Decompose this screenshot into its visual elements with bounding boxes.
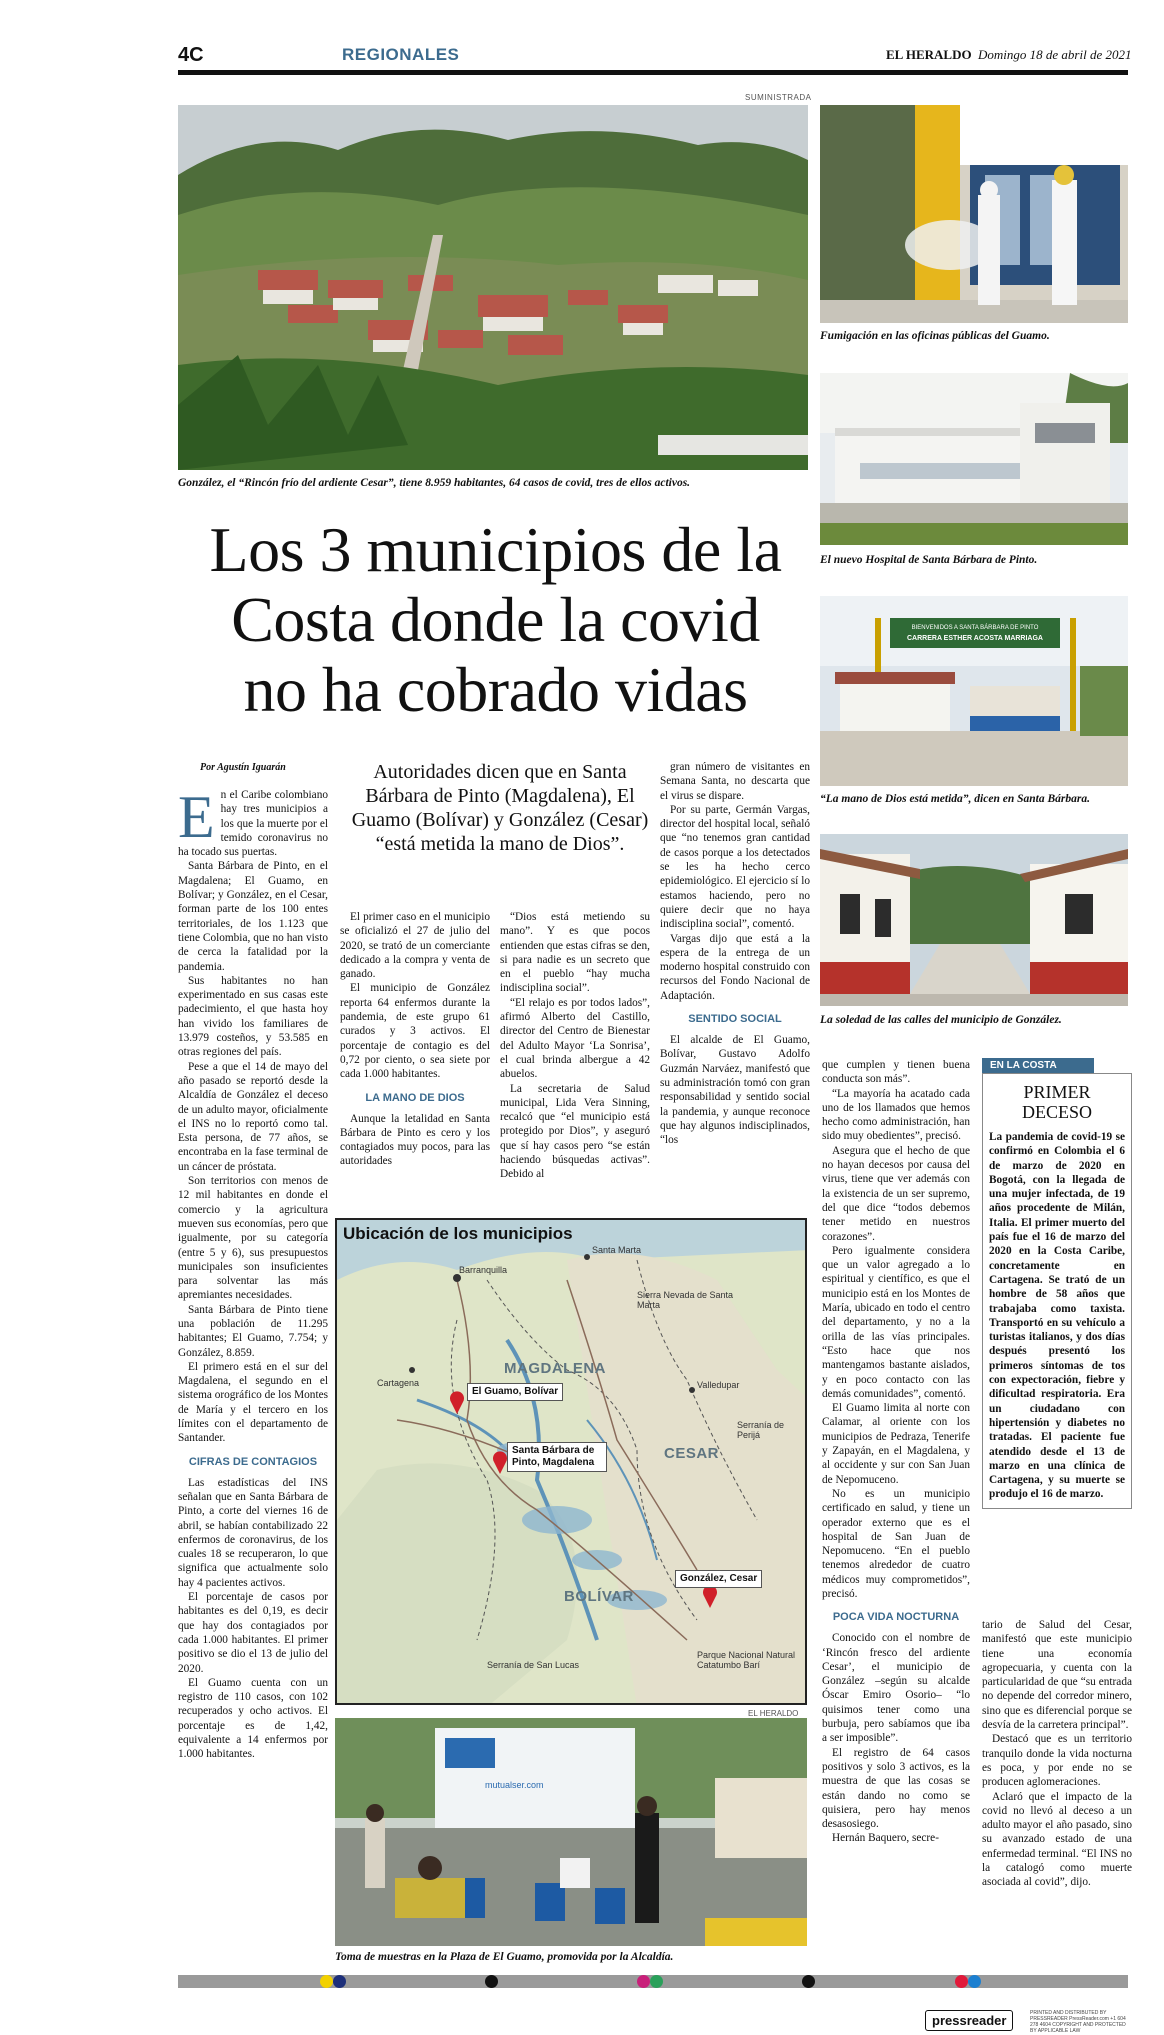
section-name: REGIONALES: [342, 45, 460, 64]
fumigation-caption: Fumigación en las oficinas públicas del Guamo.: [820, 330, 1050, 342]
photo-credit: SUMINISTRADA: [745, 93, 812, 102]
article-column-4: gran número de visitantes en Semana Santa, no descarta que el virus se dispare. Por su parte, Germán Vargas, director del hospital local, señaló que “no tenemos gran cantidad de casos porque a los detectados se les ha hecho cerco epidemiológico. El ejercicio sí lo estamos haciendo, pero no quiere decir que no haya indisciplina social”, comentó. Vargas dijo que está a la espera de la entrega de un moderno hospital construido con recursos del Fondo Nacional de Adaptación. SENTIDO SOCIAL El alcalde de El Guamo, Bolívar, Gustavo Adolfo Guzmán Narváez, manifestó que su administración tomó con gran responsabilidad y sentido social la pandemia, y aunque reconoce que hay algunos indisciplinados, “los: [660, 761, 810, 1147]
page-number: 4C: [178, 44, 204, 66]
hospital-photo: [820, 373, 1128, 545]
map-region-magdalena: MAGDALENA: [504, 1360, 606, 1377]
sidebar-primer-deceso: [982, 1058, 1132, 1501]
main-photo: [178, 105, 808, 470]
byline: Por Agustín Iguarán: [200, 762, 286, 773]
map-title: Ubicación de los municipios: [343, 1224, 573, 1243]
map-city-santa-marta: Santa Marta: [592, 1245, 642, 1255]
map-city-valledupar: Valledupar: [697, 1380, 740, 1390]
map-city-barranquilla: Barranquilla: [459, 1265, 508, 1275]
article-headline: Los 3 municipios de la Costa donde la covid no ha cobrado vidas: [209, 514, 782, 725]
color-dot-red: [955, 1975, 968, 1988]
santa-barbara-photo: [820, 596, 1128, 786]
map-label-santa-barbara: Santa Bárbara de Pinto, Magdalena: [507, 1442, 607, 1472]
color-dot-black: [485, 1975, 498, 1988]
pressreader-logo[interactable]: pressreader: [925, 2010, 1013, 2031]
map-label-gonzalez: González, Cesar: [675, 1570, 762, 1588]
article-column-3: “Dios está metiendo su mano”. Y es que pocos entienden que estas cifras se den, si para nadie es un secreto que en el pueblo “hay mucha indisciplina social”. “El relajo es por todos lados”, afirmó Alberto del Castillo, director del Centro de Bienestar del Adulto Mayor ‘La Sonrisa’, el cual brinda albergue a 42 abuelos. La secretaria de Salud municipal, Lida Vera Sinning, recalcó que “el municipio está protegido por Dios”, y aseguró que sí hay casos pero “se están haciendo búsquedas activas”. Debido al: [500, 911, 650, 1181]
testing-photo: [335, 1718, 807, 1946]
color-dot-yellow: [320, 1975, 333, 1988]
map-city-perija: Serranía de Perijá: [737, 1420, 785, 1440]
edition-date: Domingo 18 de abril de 2021: [978, 47, 1132, 62]
color-dot-black-2: [802, 1975, 815, 1988]
article-column-1: E n el Caribe colombiano hay tres municipios a los que la muerte por el temido coronavirus no ha tocado sus puertas. Santa Bárbara de Pinto, en el Magdalena; El Guamo, en Bolívar; y González, en el Cesar, forman parte de los 100 entes territoriales, de los 1.123 que tiene Colombia, que no han visto de cerca la fatalidad por la pandemia. Sus habitantes no han experimentado en sus casas este padecimiento, el que hasta hoy han vivido los familiares de 13.979 costeños, y 53.585 en otras regiones del país. Pese a que el 14 de mayo del año pasado se reportó desde la Alcaldía de González el deceso de un adulto mayor, oficialmente el INS no lo reportó como tal. Esta persona, de 77 años, se encontraba en la fase terminal de un cáncer de próstata. Son territorios con menos de 12 mil habitantes en donde el comercio y la agricultura mueven sus economías, pero que igualmente, por su categoría (entre 5 y 6), sus presupuestos municipales son insuficientes para solventar las más apremiantes necesidades. Santa Bárbara de Pinto tiene una población de 11.295 habitantes; El Guamo, 7.754; y González, 8.859. El primero está en el sur del Magdalena, el segundo en el sistema orográfico de los Montes de María y el tercero en los límites con el departamento de Santander. CIFRAS DE CONTAGIOS Las estadísticas del INS señalan que en Santa Bárbara de Pinto, a corte del viernes 16 de abril, se habían contabilizado 22 enfermos de coronavirus, de los cuales 18 se recuperaron, lo que significa que actualmente solo hay 4 pacientes activos. El porcentaje de casos por habitantes es del 0,19, es decir que hay dos contagiados por cada 1.000 habitantes. El primer positivo se dio el 13 de julio del 2020. El Guamo cuenta con un registro de 110 casos, con 102 recuperados y ocho activos. El porcentaje es de 1,42, equivalente a 14 enfermos por 1.000 habitantes.: [178, 788, 328, 1761]
main-photo-caption: González, el “Rincón frío del ardiente Cesar”, tiene 8.959 habitantes, 64 casos de covid, tres de ellos activos.: [178, 477, 691, 489]
gonzalez-street-photo: [820, 834, 1128, 1006]
map-city-san-lucas: Serranía de San Lucas: [487, 1660, 580, 1670]
svg-text:BIENVENIDOS A SANTA BÁRBARA DE: BIENVENIDOS A SANTA BÁRBARA DE PINTO: [911, 625, 1039, 631]
article-column-2: El primer caso en el municipio se oficializó el 27 de julio del 2020, se trató de un comerciante dedicado a la compra y venta de ganado. El municipio de González reporta 64 enfermos durante la pandemia, de este grupo 61 curados y 3 activos. El porcentaje de contagio es del 0,72 por ciento, o sea siete por cada 1.000 habitantes. LA MANO DE DIOS Aunque la letalidad en Santa Bárbara de Pinto es cero y los contagiados muy pocos, para las autoridades: [340, 911, 490, 1168]
color-dot-magenta: [637, 1975, 650, 1988]
map-region-bolivar: BOLÍVAR: [564, 1588, 634, 1605]
santa-barbara-caption: “La mano de Dios está metida”, dicen en Santa Bárbara.: [820, 793, 1090, 805]
map-region-cesar: CESAR: [664, 1445, 720, 1462]
fumigation-photo: [820, 105, 1128, 323]
drop-cap: E: [178, 788, 215, 850]
map-city-sierra-nevada: Sierra Nevada de Santa Marta: [637, 1290, 734, 1310]
subhead-cifras: CIFRAS DE CONTAGIOS: [188, 1455, 318, 1468]
testing-caption: Toma de muestras en la Plaza de El Guamo, promovida por la Alcaldía.: [335, 1951, 674, 1963]
subhead-vida-nocturna: POCA VIDA NOCTURNA: [832, 1611, 960, 1624]
subhead-sentido-social: SENTIDO SOCIAL: [688, 1013, 782, 1026]
sidebar-tag: EN LA COSTA: [982, 1058, 1094, 1073]
color-dot-green: [650, 1975, 663, 1988]
article-column-5: que cumplen y tienen buena conducta son más”. “La mayoría ha acatado cada uno de los llamados que hemos hecho como administración, han sido muy obedientes”, precisó. Asegura que el hecho de que no hayan decesos por causa del virus, tiene que ver además con la existencia de un ser supremo, del que dice “todos debemos tener metido en nuestros corazones”. Pero igualmente considera que un valor agregado a lo espiritual y científico, es que el municipio está en los Montes de María, ubicado en todo el centro del departamento, y no a la orilla de las vías principales. “Esto hace que nos mantengamos bastante aislados, y en poco contacto con las demás comunidades”, comentó. El Guamo limita al norte con Calamar, al oriente con los municipios de Pedraza, Tenerife y Zapayán, en el Magdalena, y al occidente y sur con San Juan de Nepomuceno. No es un municipio certificado en salud, y tiene un operador externo que es el hospital de San Juan de Nepomuceno. “En el pueblo tenemos alrededor de cuatro médicos muy comprometidos”, precisó. POCA VIDA NOCTURNA Conocido con el nombre de ‘Rincón fresco del ardiente Cesar’, el municipio de González –según su alcalde Óscar Emiro Osorio– “lo quisimos tener como una burbuja, pero sabíamos que iba a ser imposible”. El registro de 64 casos positivos y solo 3 activos, es la muestra de que las cosas se están dando no como se quisiera, pero hay menos desasosiego. Hernán Baquero, secre-: [822, 1059, 970, 1845]
municipalities-map: [335, 1218, 807, 1705]
color-dot-cyan: [968, 1975, 981, 1988]
gonzalez-street-caption: La soledad de las calles del municipio de González.: [820, 1014, 1062, 1026]
svg-text:CARRERA ESTHER ACOSTA MARRIAGA: CARRERA ESTHER ACOSTA MARRIAGA: [907, 635, 1043, 642]
color-dot-blue: [333, 1975, 346, 1988]
article-deck: Autoridades dicen que en Santa Bárbara de Pinto (Magdalena), El Guamo (Bolívar) y González (Cesar) “está metida la mano de Dios”.: [351, 761, 649, 855]
map-city-cartagena: Cartagena: [377, 1378, 420, 1388]
svg-text:mutualser.com: mutualser.com: [485, 1780, 544, 1790]
article-column-6: tario de Salud del Cesar, manifestó que este municipio tiene una economía agropecuaria, y cuenta con la particularidad de que “su entrada no depende del corredor minero, sino que es diferencial porque se desvía de la carretera principal”. Destacó que es un territorio tranquilo donde la vida nocturna es poca, y por ende no se producen aglomeraciones. Aclaró que el impacto de la covid no llevó al deceso a un adulto mayor el año pasado, sino su avanzado estado de una enfermedad terminal. “El INS no la catalogó como muerte asociada al covid”, dijo.: [982, 1619, 1132, 1889]
sidebar-body: La pandemia de covid-19 se confirmó en Colombia el 6 de marzo de 2020 en Bogotá, con la llegada de una mujer infectada, de 19 años procedente de Milán, Italia. El primer muerto del país fue el 16 de marzo del 2020 en la Costa Caribe, concretamente en Cartagena. Se trató de un hombre de 58 años que trabajaba como taxista. Transportó en su vehículo a turistas italianos, y dos días después presentó los primeros síntomas de tos con expectoración, fiebre y dificultad respiratoria. Era un ciudadano con hipertensión y diabetes no tratadas. El paciente fue atendido desde el 13 de marzo en una clínica de Cartagena, y su muerte se produjo el 16 de marzo.: [989, 1131, 1125, 1501]
map-city-catatumbo: Parque Nacional Natural Catatumbo Barí: [697, 1650, 796, 1670]
hospital-caption: El nuevo Hospital de Santa Bárbara de Pinto.: [820, 554, 1038, 566]
map-source: EL HERALDO: [748, 1709, 799, 1718]
subhead-mano-de-dios: LA MANO DE DIOS: [365, 1091, 465, 1104]
sidebar-title: PRIMER DECESO: [1021, 1082, 1092, 1122]
header-rule: [178, 70, 1128, 75]
pressreader-fine-print: PRINTED AND DISTRIBUTED BY PRESSREADER PressReader.com +1 604 278 4604 COPYRIGHT AND PROTECTED BY APPLICABLE LAW: [1030, 2010, 1126, 2034]
newspaper-name: EL HERALDO: [886, 47, 972, 62]
map-label-el-guamo: El Guamo, Bolívar: [467, 1383, 563, 1401]
